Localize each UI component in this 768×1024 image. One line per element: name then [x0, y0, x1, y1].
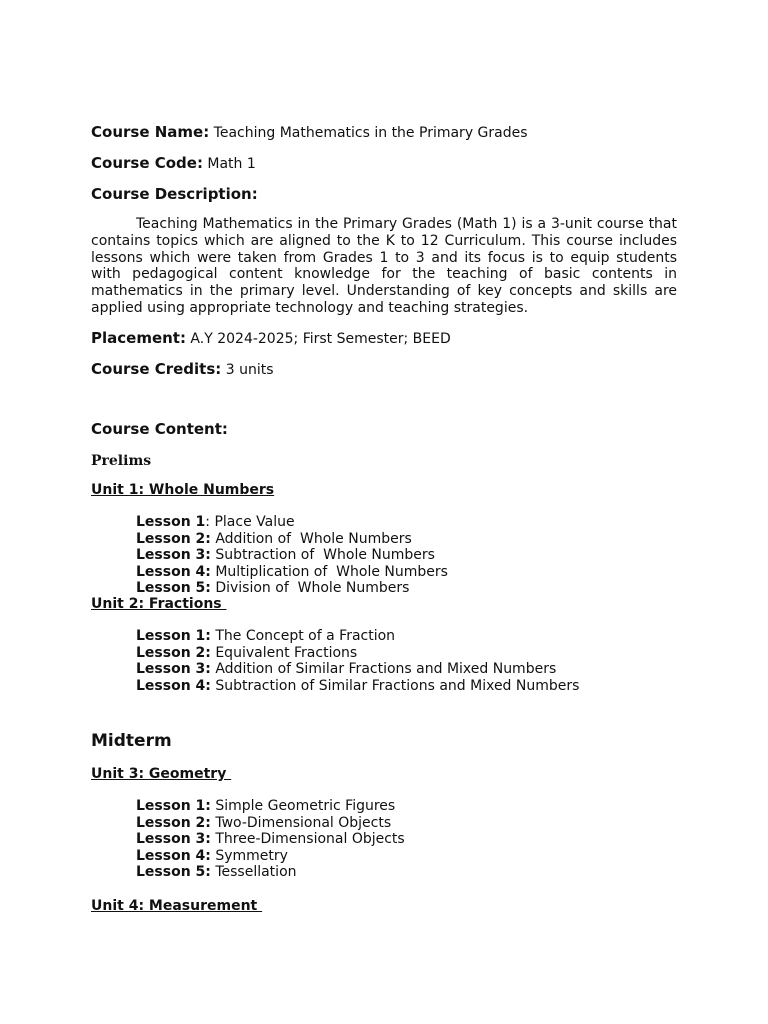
lesson-title: Subtraction of Similar Fractions and Mixed Numbers: [210, 677, 580, 694]
list-item: [136, 798, 405, 815]
unit-3-lesson-list: [136, 798, 405, 881]
list-item: [136, 815, 405, 832]
unit-3-heading: Unit 3: Geometry: [91, 766, 232, 782]
unit-2-heading: Unit 2: Fractions: [91, 596, 227, 612]
course-name-value: Teaching Mathematics in the Primary Grades: [209, 125, 528, 141]
unit-2-lesson-list: [136, 628, 579, 694]
unit-1-heading: Unit 1: Whole Numbers: [91, 482, 275, 498]
lesson-number: Lesson 1:: [136, 628, 211, 644]
list-item: [136, 580, 448, 597]
list-item: [136, 514, 448, 531]
list-item: [136, 564, 448, 581]
course-name-label: Course Name:: [91, 123, 210, 141]
lesson-number: Lesson 3:: [136, 831, 211, 848]
lesson-title: Two-Dimensional Objects: [210, 814, 392, 831]
course-description-label: Course Description:: [91, 185, 258, 203]
lesson-number: Lesson 2:: [136, 814, 211, 831]
lesson-title: Subtraction of Whole Numbers: [210, 547, 435, 564]
unit-1-lesson-list: [136, 514, 448, 597]
list-item: [136, 678, 579, 695]
lesson-title: Tessellation: [210, 864, 297, 881]
lesson-title: Simple Geometric Figures: [210, 798, 396, 814]
lesson-title: Division of Whole Numbers: [210, 580, 410, 597]
lesson-title: Multiplication of Whole Numbers: [210, 563, 448, 580]
prelims-heading: Prelims: [91, 453, 152, 469]
lesson-title: Addition of Similar Fractions and Mixed Numbers: [210, 661, 557, 678]
lesson-number: Lesson 3:: [136, 661, 211, 678]
lesson-number: Lesson 1:: [136, 798, 211, 814]
lesson-number: Lesson 5:: [136, 864, 211, 881]
lesson-number: Lesson 4:: [136, 677, 211, 694]
course-content-label: Course Content:: [91, 420, 228, 438]
lesson-title: Addition of Whole Numbers: [210, 530, 412, 547]
list-item: [136, 831, 405, 848]
lesson-number: Lesson 3:: [136, 547, 211, 564]
lesson-number: Lesson 5:: [136, 580, 211, 597]
list-item: [136, 848, 405, 865]
lesson-number: Lesson 4:: [136, 847, 211, 864]
course-credits-label: Course Credits:: [91, 360, 222, 378]
list-item: [136, 645, 579, 662]
lesson-title: Three-Dimensional Objects: [210, 831, 405, 848]
lesson-title: Symmetry: [210, 847, 288, 864]
list-item: [136, 864, 405, 881]
placement-label: Placement:: [91, 329, 186, 347]
placement-value: A.Y 2024-2025; First Semester; BEED: [185, 331, 451, 347]
lesson-number: Lesson 2:: [136, 530, 211, 547]
course-code-field: [91, 154, 256, 172]
course-code-value: Math 1: [202, 156, 256, 172]
list-item: [136, 531, 448, 548]
lesson-title: : Place Value: [205, 514, 295, 530]
lesson-number: Lesson 1: [136, 514, 206, 530]
document-page: [91, 0, 677, 1024]
placement-field: [91, 329, 451, 347]
lesson-number: Lesson 2:: [136, 644, 211, 661]
lesson-title: The Concept of a Fraction: [210, 628, 396, 644]
list-item: [136, 547, 448, 564]
lesson-title: Equivalent Fractions: [210, 644, 358, 661]
course-name-field: [91, 123, 528, 141]
unit-4-heading: Unit 4: Measurement: [91, 898, 263, 914]
midterm-heading: Midterm: [91, 731, 172, 751]
course-credits-value: 3 units: [221, 362, 274, 378]
lesson-number: Lesson 4:: [136, 563, 211, 580]
list-item: [136, 628, 579, 645]
course-description-text: Teaching Mathematics in the Primary Grades (Math 1) is a 3-unit course that contains topics which are aligned to the K to 12 Curriculum. This course includes lessons which were taken from Grades 1 to 3 and its focus is to equip students with pedagogical content knowledge for the teaching of basic contents in mathematics in the primary level. Understanding of key concepts and skills are applied using appropriate technology and teaching strategies.: [91, 216, 677, 316]
course-code-label: Course Code:: [91, 154, 203, 172]
course-credits-field: [91, 360, 274, 378]
list-item: [136, 661, 579, 678]
